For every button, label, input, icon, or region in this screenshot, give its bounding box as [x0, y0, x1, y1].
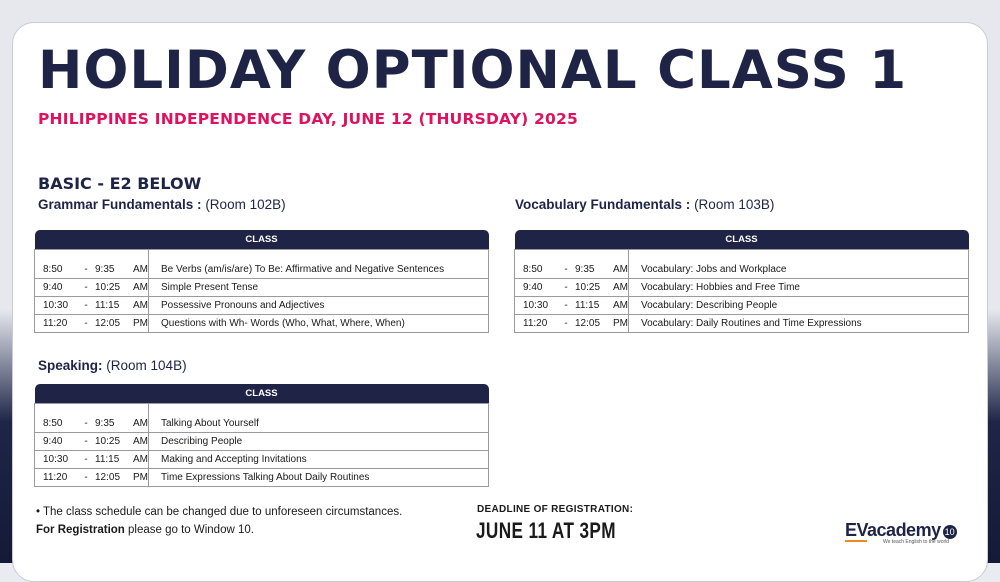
table-row [35, 297, 489, 315]
time-separator: - [84, 418, 88, 429]
logo-badge-icon: 10 [944, 526, 955, 537]
end-time: 12:05 [95, 318, 121, 329]
start-time: 9:40 [43, 436, 63, 447]
end-time: 10:25 [575, 282, 601, 293]
start-time: 10:30 [43, 300, 69, 311]
speaking-table [34, 384, 489, 487]
table-row [35, 404, 489, 433]
start-time: 9:40 [523, 282, 543, 293]
time-separator: - [84, 318, 88, 329]
end-time: 11:15 [95, 454, 120, 465]
am-pm: PM [133, 472, 148, 483]
am-pm: PM [613, 318, 628, 329]
end-time: 12:05 [575, 318, 601, 329]
time-cell [515, 315, 629, 333]
class-title: Making and Accepting Invitations [149, 451, 489, 469]
start-time: 8:50 [43, 418, 63, 429]
class-title: Possessive Pronouns and Adjectives [149, 297, 489, 315]
vocabulary-room: (Room 103B) [694, 197, 775, 212]
am-pm: AM [133, 436, 148, 447]
vocabulary-section-label [515, 197, 774, 212]
time-cell [515, 250, 629, 279]
class-title: Vocabulary: Daily Routines and Time Expressions [629, 315, 969, 333]
start-time: 11:20 [43, 472, 68, 483]
table-row [35, 469, 489, 487]
class-title: Questions with Wh- Words (Who, What, Where, When) [149, 315, 489, 333]
grammar-table [34, 230, 489, 333]
logo-wordmark: EVacademy [845, 520, 941, 540]
speaking-name: Speaking: [38, 358, 103, 373]
time-separator: - [84, 264, 88, 275]
end-time: 10:25 [95, 436, 121, 447]
grammar-section-label [38, 197, 286, 212]
time-separator: - [84, 454, 88, 465]
time-separator: - [84, 436, 88, 447]
grammar-name: Grammar Fundamentals : [38, 197, 202, 212]
class-title: Talking About Yourself [149, 404, 489, 433]
am-pm: PM [133, 318, 148, 329]
grammar-table-header: CLASS [35, 230, 489, 250]
am-pm: AM [133, 418, 148, 429]
end-time: 10:25 [95, 282, 121, 293]
am-pm: AM [133, 454, 148, 465]
start-time: 8:50 [43, 264, 63, 275]
logo-tagline: We teach English to the world [883, 539, 950, 545]
registration-text: please go to Window 10. [124, 524, 254, 536]
speaking-rows [35, 404, 489, 487]
start-time: 8:50 [523, 264, 543, 275]
table-row [35, 451, 489, 469]
am-pm: AM [613, 264, 628, 275]
end-time: 11:15 [95, 300, 120, 311]
vocabulary-table [514, 230, 969, 333]
grammar-room: (Room 102B) [205, 197, 286, 212]
am-pm: AM [133, 300, 148, 311]
class-title: Vocabulary: Hobbies and Free Time [629, 279, 969, 297]
time-separator: - [564, 300, 568, 311]
time-separator: - [84, 300, 88, 311]
time-separator: - [564, 318, 568, 329]
end-time: 9:35 [95, 418, 115, 429]
end-time: 9:35 [575, 264, 595, 275]
grammar-rows [35, 250, 489, 333]
schedule-change-note: • The class schedule can be changed due to unforeseen circumstances. [36, 506, 403, 518]
am-pm: AM [133, 282, 148, 293]
time-cell [35, 279, 149, 297]
end-time: 12:05 [95, 472, 121, 483]
table-row [515, 297, 969, 315]
class-title: Simple Present Tense [149, 279, 489, 297]
class-title: Describing People [149, 433, 489, 451]
time-cell [35, 297, 149, 315]
am-pm: AM [613, 282, 628, 293]
start-time: 11:20 [523, 318, 548, 329]
table-row [515, 279, 969, 297]
class-title: Vocabulary: Describing People [629, 297, 969, 315]
vocabulary-name: Vocabulary Fundamentals : [515, 197, 691, 212]
start-time: 11:20 [43, 318, 68, 329]
class-title: Vocabulary: Jobs and Workplace [629, 250, 969, 279]
class-title: Be Verbs (am/is/are) To Be: Affirmative and Negative Sentences [149, 250, 489, 279]
speaking-room: (Room 104B) [106, 358, 187, 373]
time-cell [35, 469, 149, 487]
level-heading: BASIC - E2 BELOW [38, 174, 202, 193]
end-time: 9:35 [95, 264, 115, 275]
vocabulary-rows [515, 250, 969, 333]
page-title: HOLIDAY OPTIONAL CLASS 1 [38, 40, 908, 101]
start-time: 10:30 [523, 300, 549, 311]
table-row [515, 315, 969, 333]
speaking-table-header: CLASS [35, 384, 489, 404]
time-cell [35, 250, 149, 279]
page-subtitle: PHILIPPINES INDEPENDENCE DAY, JUNE 12 (THURSDAY) 2025 [38, 110, 578, 128]
time-separator: - [564, 282, 568, 293]
time-cell [35, 433, 149, 451]
time-separator: - [84, 282, 88, 293]
time-cell [35, 404, 149, 433]
am-pm: AM [133, 264, 148, 275]
start-time: 9:40 [43, 282, 63, 293]
table-row [515, 250, 969, 279]
table-row [35, 315, 489, 333]
time-separator: - [84, 472, 88, 483]
class-title: Time Expressions Talking About Daily Routines [149, 469, 489, 487]
time-cell [35, 315, 149, 333]
table-row [35, 433, 489, 451]
time-cell [35, 451, 149, 469]
time-cell [515, 297, 629, 315]
registration-note [36, 524, 254, 536]
table-row [35, 279, 489, 297]
ev-academy-logo [845, 520, 970, 550]
table-row [35, 250, 489, 279]
deadline-date: JUNE 11 AT 3PM [476, 518, 616, 543]
end-time: 11:15 [575, 300, 600, 311]
vocabulary-table-header: CLASS [515, 230, 969, 250]
registration-label: For Registration [36, 524, 125, 536]
am-pm: AM [613, 300, 628, 311]
start-time: 10:30 [43, 454, 69, 465]
deadline-label: DEADLINE OF REGISTRATION: [477, 504, 634, 515]
speaking-section-label [38, 358, 187, 373]
time-cell [515, 279, 629, 297]
time-separator: - [564, 264, 568, 275]
